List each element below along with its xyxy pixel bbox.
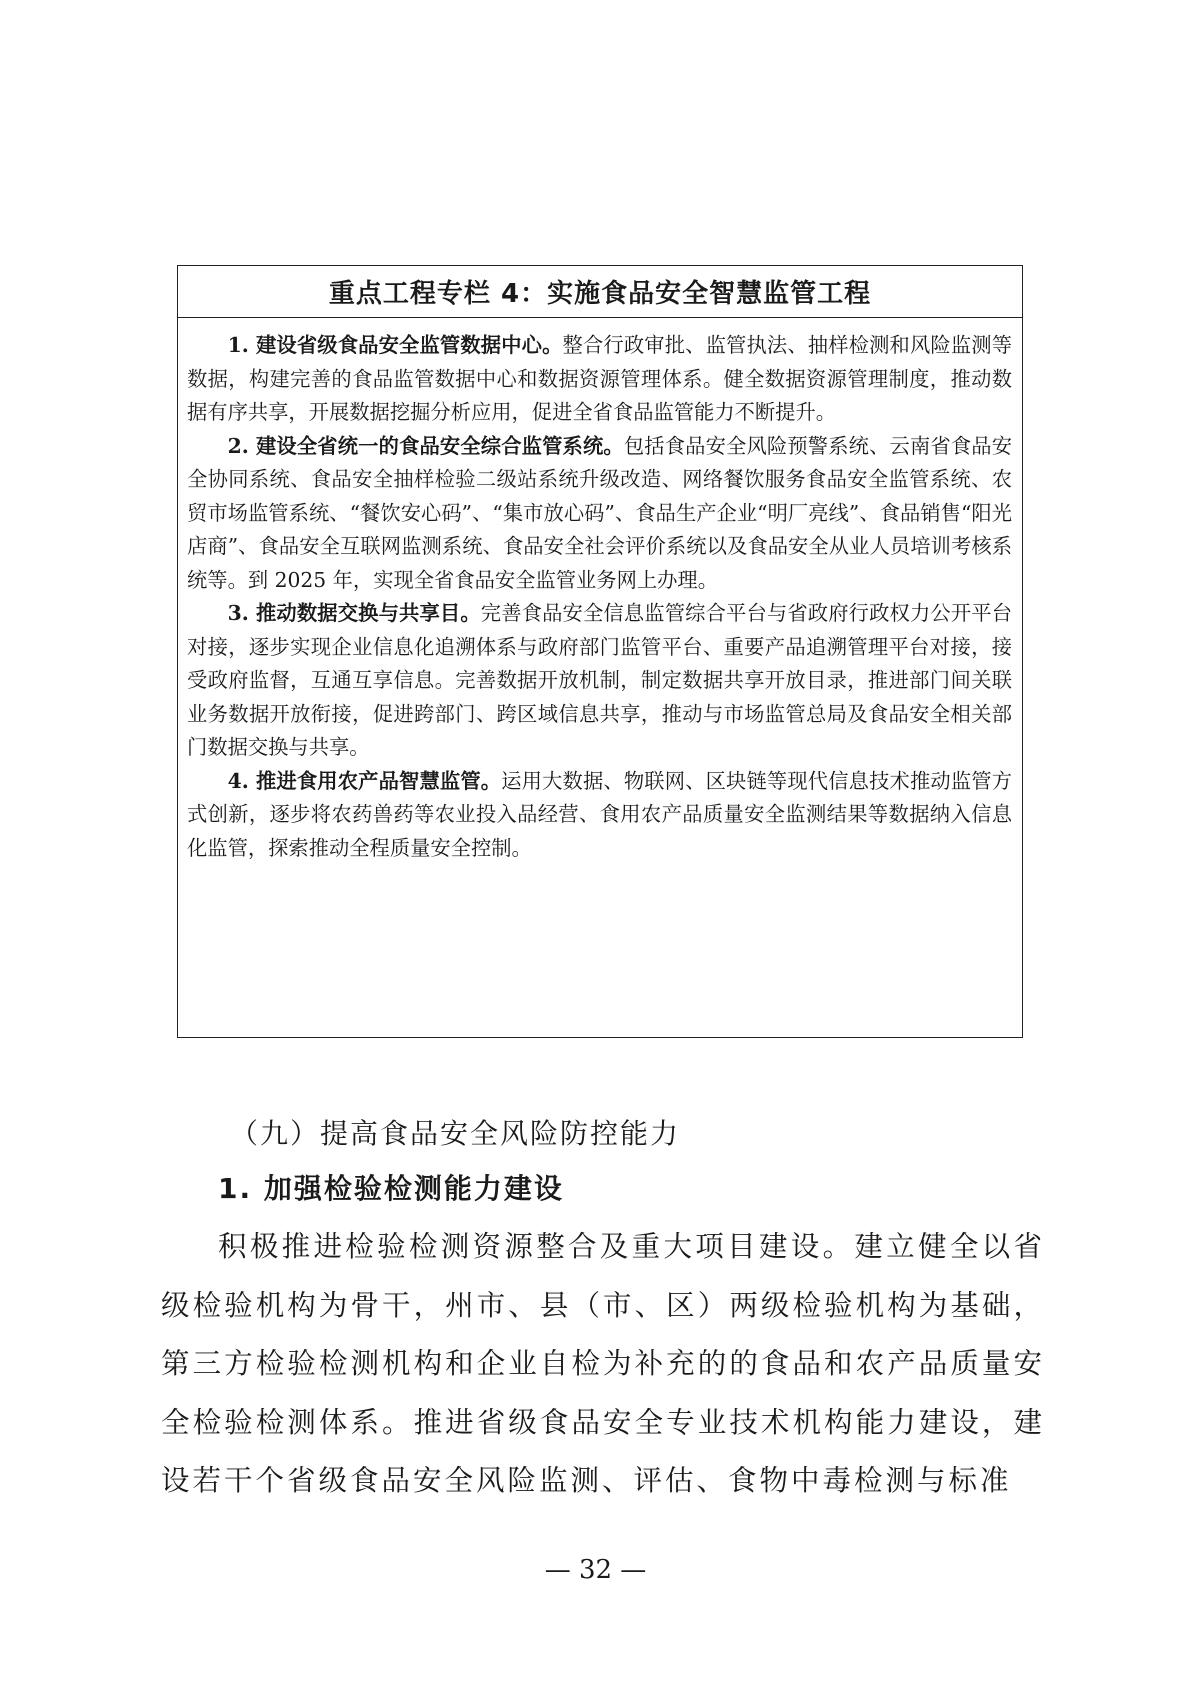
box-item-2 [187, 430, 1012, 598]
box-item-4-text: 运用大数据、物联网、区块链等现代信息技术推动监管方式创新，逐步将农药兽药等农业投入品经营、食用农产品质量安全监测结果等数据纳入信息化监管，探索推动全程质量安全控制。 [187, 768, 1012, 860]
body-paragraph: 积极推进检验检测资源整合及重大项目建设。建立健全以省级检验机构为骨干，州市、县（市、区）两级检验机构为基础，第三方检验检测机构和企业自检为补充的的食品和农产品质量安全检验检测体系。推进省级食品安全专业技术机构能力建设，建设若干个省级食品安全风险监测、评估、食物中毒检测与标准 [161, 1230, 1045, 1497]
box-item-4 [187, 765, 1012, 866]
box-item-1-lead: 1. 建设省级食品安全监管数据中心。 [227, 333, 563, 357]
box-item-2-text: 包括食品安全风险预警系统、云南省食品安全协同系统、食品安全抽样检验二级站系统升级改造、网络餐饮服务食品安全监管系统、农贸市场监管系统、“餐饮安心码”、“集市放心码”、食品生产企业“明厂亮线”、食品销售“阳光店商”、食品安全互联网监测系统、食品安全社会评价系统以及食品安全从业人员培训考核系统等。到 2025 年，实现全省食品安全监管业务网上办理。 [187, 433, 1012, 592]
page-number: — 32 — [544, 1555, 647, 1585]
key-project-box [177, 265, 1023, 1038]
section-heading: （九）提高食品安全风险防控能力 [230, 1117, 681, 1150]
box-title: 重点工程专栏 4：实施食品安全智慧监管工程 [178, 266, 1022, 318]
box-item-3-lead: 3. 推动数据交换与共享目。 [227, 601, 481, 625]
box-item-3 [187, 597, 1012, 765]
box-item-3-text: 完善食品安全信息监管综合平台与省政府行政权力公开平台对接，逐步实现企业信息化追溯体系与政府部门监管平台、重要产品追溯管理平台对接，接受政府监督，互通互享信息。完善数据开放机制，制定数据共享开放目录，推进部门间关联业务数据开放衔接，促进跨部门、跨区域信息共享，推动与市场监管总局及食品安全相关部门数据交换与共享。 [187, 601, 1012, 759]
box-item-4-lead: 4. 推进食用农产品智慧监管。 [227, 768, 502, 793]
box-body [178, 329, 1022, 865]
sub-heading: 1. 加强检验检测能力建设 [218, 1172, 564, 1205]
box-item-1 [187, 329, 1012, 430]
box-item-1-text: 整合行政审批、监管执法、抽样检测和风险监测等数据，构建完善的食品监管数据中心和数据资源管理体系。健全数据资源管理制度，推动数据有序共享，开展数据挖掘分析应用，促进全省食品监管能力不断提升。 [187, 333, 1012, 424]
box-item-2-lead: 2. 建设全省统一的食品安全综合监管系统。 [227, 433, 624, 458]
